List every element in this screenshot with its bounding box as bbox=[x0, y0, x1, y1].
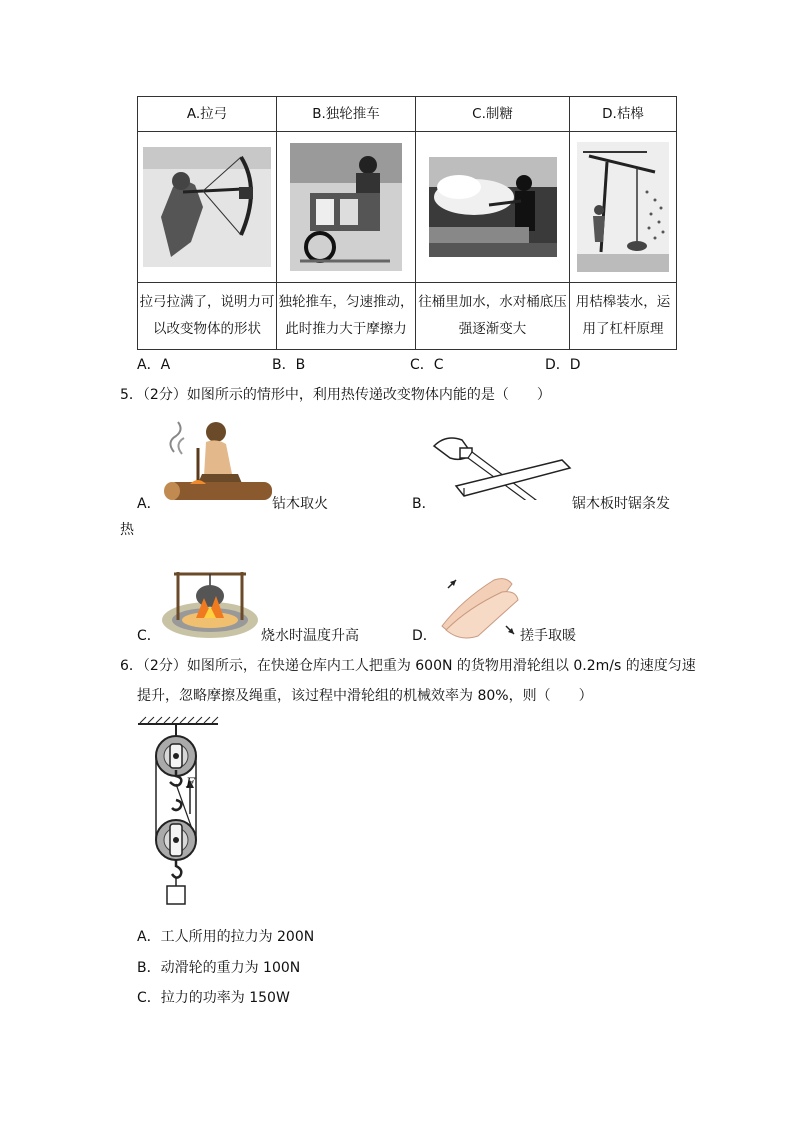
table-header-row bbox=[138, 97, 677, 132]
table-desc-row bbox=[138, 283, 677, 350]
wheelbarrow-image bbox=[290, 143, 402, 271]
image-cell-b bbox=[277, 132, 416, 283]
desc-d bbox=[570, 283, 677, 350]
q4-option-d[interactable]: D．D bbox=[545, 357, 581, 373]
desc-c-line2: 强逐渐变大 bbox=[458, 321, 527, 337]
q4-option-c[interactable]: C．C bbox=[410, 357, 444, 373]
image-cell-c bbox=[416, 132, 570, 283]
q5-caption-c: 烧水时温度升高 bbox=[261, 628, 359, 644]
q6-option-c[interactable]: C．拉力的功率为 150W bbox=[137, 990, 290, 1006]
desc-b bbox=[277, 283, 416, 350]
header-c: C.制糖 bbox=[416, 97, 570, 132]
q6-option-b[interactable]: B．动滑轮的重力为 100N bbox=[137, 960, 301, 976]
q6-option-a[interactable]: A．工人所用的拉力为 200N bbox=[137, 929, 315, 945]
q4-table bbox=[137, 96, 677, 350]
shadoof-image bbox=[577, 142, 669, 272]
q5-option-d[interactable]: D． bbox=[412, 628, 437, 644]
sugar-making-image bbox=[429, 157, 557, 257]
drill-fire-image bbox=[160, 418, 272, 508]
table-image-row bbox=[138, 132, 677, 283]
desc-c bbox=[416, 283, 570, 350]
archery-image bbox=[143, 147, 271, 267]
q6-stem-line1: 6．（2分）如图所示，在快递仓库内工人把重为 600N 的货物用滑轮组以 0.2m/s 的速度匀速 bbox=[120, 658, 696, 674]
q5-caption-b: 锯木板时锯条发 bbox=[572, 496, 670, 512]
q5-option-a[interactable]: A． bbox=[137, 496, 161, 512]
header-d: D.桔槔 bbox=[570, 97, 677, 132]
q5-stem: 5．（2分）如图所示的情形中，利用热传递改变物体内能的是（ ） bbox=[120, 387, 551, 403]
q5-option-b[interactable]: B． bbox=[412, 496, 436, 512]
header-a: A.拉弓 bbox=[138, 97, 277, 132]
rubbing-hands-image bbox=[432, 570, 522, 640]
image-cell-a bbox=[138, 132, 277, 283]
force-label: F bbox=[186, 776, 196, 791]
q5-caption-d: 搓手取暖 bbox=[520, 628, 576, 644]
sawing-image bbox=[432, 430, 572, 500]
q5-caption-a: 钻木取火 bbox=[272, 496, 328, 512]
q4-option-a[interactable]: A．A bbox=[137, 357, 171, 373]
boiling-water-image bbox=[160, 568, 260, 640]
q5-caption-b-cont: 热 bbox=[120, 522, 134, 538]
desc-b-line2: 此时推力大于摩擦力 bbox=[285, 321, 407, 337]
q6-stem-line2: 提升，忽略摩擦及绳重，该过程中滑轮组的机械效率为 80%，则（ ） bbox=[137, 688, 593, 704]
desc-d-line2: 用了杠杆原理 bbox=[582, 321, 664, 337]
image-cell-d bbox=[570, 132, 677, 283]
desc-d-line1: 用桔槔装水，运 bbox=[575, 294, 671, 310]
pulley-diagram bbox=[136, 714, 220, 914]
desc-c-line1: 往桶里加水，水对桶底压 bbox=[418, 294, 567, 310]
q5-option-c[interactable]: C． bbox=[137, 628, 161, 644]
desc-a bbox=[138, 283, 277, 350]
desc-b-line1: 独轮推车，匀速推动， bbox=[278, 294, 414, 310]
q4-option-b[interactable]: B．B bbox=[272, 357, 306, 373]
desc-a-line1: 拉弓拉满了，说明力可 bbox=[139, 294, 275, 310]
desc-a-line2: 以改变物体的形状 bbox=[153, 321, 261, 337]
header-b: B.独轮推车 bbox=[277, 97, 416, 132]
